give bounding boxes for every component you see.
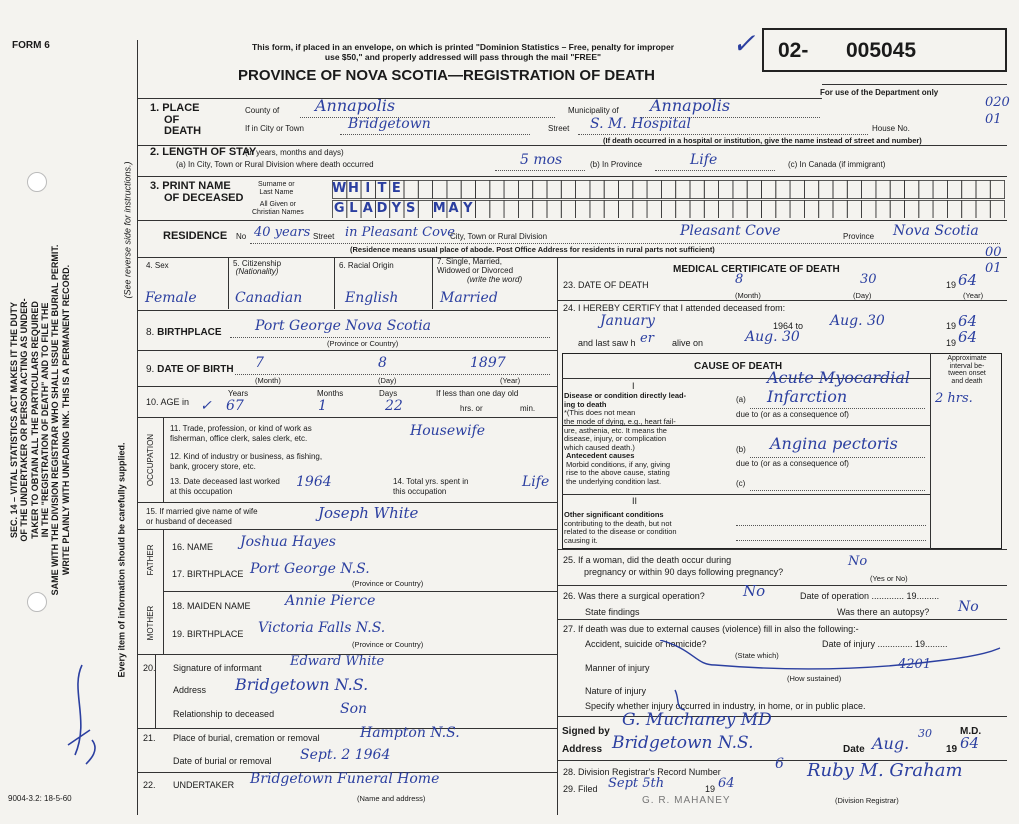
- name-grid-cell: [790, 181, 804, 199]
- name-grid-cell: [404, 181, 418, 199]
- street-value: S. M. Hospital: [590, 116, 691, 132]
- name-letter: A: [362, 201, 373, 216]
- cause-b-value: Angina pectoris: [770, 434, 898, 453]
- residence-street-label: Street: [313, 232, 335, 241]
- name-grid-cell: [862, 201, 876, 219]
- undertaker-no: 22.: [143, 780, 156, 790]
- name-letter: E: [391, 181, 401, 196]
- residence-label: RESIDENCE: [163, 230, 228, 242]
- surgical-operation-value: No: [743, 582, 766, 600]
- month-sub: (Month): [255, 376, 281, 385]
- autopsy-value: No: [958, 599, 979, 615]
- name-grid-cell: [919, 201, 933, 219]
- death-year-prefix: 19: [946, 280, 957, 290]
- name-letter: S: [405, 201, 416, 216]
- accident-label: Accident, suicide or homicide?: [585, 639, 707, 649]
- informant-no: 20.: [143, 663, 156, 673]
- signed-year-prefix: 19: [946, 744, 958, 755]
- name-grid-cell: [762, 201, 776, 219]
- days-label: Days: [379, 389, 398, 398]
- state-which-sub: (State which): [735, 651, 779, 660]
- name-grid-cell: [776, 201, 790, 219]
- trade-label: 11. Trade, profession, or kind of work as fisherman, office clerk, sales clerk, etc.: [170, 424, 312, 443]
- father-birthplace-label: 17. BIRTHPLACE: [172, 569, 244, 579]
- alive-on-year: 64: [958, 328, 978, 346]
- registrar-stamp: G. R. MAHANEY: [642, 795, 731, 806]
- last-saw-by: er: [640, 331, 654, 346]
- surgical-operation-label: 26. Was there a surgical operation?: [563, 591, 705, 601]
- city-label: If in City or Town: [245, 124, 304, 133]
- signed-by-label: Signed by: [562, 726, 610, 737]
- physician-address-value: Bridgetown N.S.: [612, 733, 754, 753]
- residence-city-label: City, Town or Rural Division: [450, 232, 548, 241]
- name-grid-cell: [647, 181, 661, 199]
- instructions-note: (See reverse side for instructions.): [122, 161, 133, 299]
- death-month-sub: (Month): [735, 291, 761, 300]
- name-grid-cell: [619, 181, 633, 199]
- name-grid-cell: [747, 201, 761, 219]
- name-grid-cell: [833, 181, 847, 199]
- filed-year-prefix: 19: [705, 784, 716, 794]
- mother-maiden-label: 18. MAIDEN NAME: [172, 601, 251, 611]
- residence-note: (Residence means usual place of abode. Post Office Address for residents in rural parts not sufficient): [350, 245, 715, 254]
- pregnancy-label: 25. If a woman, did the death occur during pregnancy or within 90 days following pregnancy?: [563, 555, 784, 577]
- cause-a-value2: Infarction: [767, 387, 848, 406]
- death-year: 64: [958, 271, 978, 289]
- municipality-label: Municipality of: [568, 106, 619, 115]
- alive-on-prefix: 19: [946, 338, 957, 348]
- state-findings-label: State findings: [585, 607, 640, 617]
- age-label: 10. AGE in: [146, 397, 190, 407]
- name-grid-cell: [561, 201, 575, 219]
- residence-street-value: in Pleasant Cove: [345, 225, 455, 240]
- informant-label: Signature of informant: [173, 663, 262, 673]
- residence-code-2: 01: [985, 261, 1002, 276]
- name-grid-cell: [905, 181, 919, 199]
- part-one-label: I: [632, 381, 635, 391]
- registrar-signature: Ruby M. Graham: [807, 760, 963, 781]
- name-letter: M: [432, 201, 446, 216]
- informant-value: Edward White: [290, 654, 385, 669]
- marital-label: 7. Single, Married, Widowed or Divorced (write the word): [437, 257, 523, 284]
- occupation-side-label: OCCUPATION: [146, 433, 155, 487]
- name-grid-cell: [804, 181, 818, 199]
- print-code: 9004-3.2: 18-5-60: [8, 794, 72, 803]
- form-title: PROVINCE OF NOVA SCOTIA—REGISTRATION OF DEATH: [238, 67, 655, 84]
- citizenship-value: Canadian: [235, 290, 303, 306]
- medical-certificate-title: MEDICAL CERTIFICATE OF DEATH: [673, 264, 840, 275]
- cause-a-label: (a): [736, 395, 746, 404]
- mother-maiden-value: Annie Pierce: [285, 593, 376, 609]
- dob-month: 7: [255, 355, 264, 371]
- name-grid-cell: [905, 201, 919, 219]
- length-of-stay-label: 2. LENGTH OF STAY: [150, 146, 257, 158]
- date-of-death-label: 23. DATE OF DEATH: [563, 280, 649, 290]
- total-years-label: 14. Total yrs. spent in this occupation: [393, 477, 469, 496]
- burial-place-value: Hampton N.S.: [360, 725, 460, 741]
- marital-value: Married: [440, 290, 498, 306]
- name-grid-cell: [747, 181, 761, 199]
- name-grid-cell: [476, 181, 490, 199]
- name-grid-cell: [776, 181, 790, 199]
- name-letter: Y: [463, 201, 473, 216]
- name-letter: I: [365, 181, 371, 196]
- city-value: Bridgetown: [348, 116, 431, 132]
- name-letter: D: [376, 201, 388, 216]
- name-grid-cell: [976, 201, 990, 219]
- name-grid-cell: [633, 201, 647, 219]
- last-saw-label: and last saw h: [578, 338, 636, 348]
- name-letter: Y: [391, 201, 402, 216]
- citizenship-label: 5. Citizenship (Nationality): [233, 259, 282, 276]
- mother-birthplace-value: Victoria Falls N.S.: [258, 620, 386, 636]
- registration-number-box: [762, 28, 1007, 72]
- name-grid-cell: [533, 201, 547, 219]
- municipality-value: Annapolis: [650, 96, 731, 115]
- relationship-value: Son: [340, 701, 368, 717]
- residence-province-value: Nova Scotia: [893, 223, 979, 239]
- manner-of-injury-label: Manner of injury: [585, 663, 650, 673]
- name-grid-cell: [504, 201, 518, 219]
- dept-code-2: 01: [985, 112, 1002, 127]
- name-grid-cell: [490, 181, 504, 199]
- county-label: County of: [245, 106, 280, 115]
- registration-prefix: 02-: [778, 39, 809, 62]
- undertaker-label: UNDERTAKER: [173, 780, 235, 790]
- death-day-sub: (Day): [853, 291, 872, 300]
- cause-b-label: (b): [736, 445, 746, 454]
- attended-to: Aug. 30: [830, 313, 885, 329]
- name-grid-cell: [604, 181, 618, 199]
- due-to-a: due to (or as a consequence of): [736, 410, 849, 419]
- hospital-note: (If death occurred in a hospital or institution, give the name instead of street and number): [603, 136, 922, 145]
- name-grid-cell: [919, 181, 933, 199]
- code-value: 4201: [898, 657, 932, 672]
- spouse-label: 15. If married give name of wife or husband of deceased: [146, 507, 258, 526]
- cause-title: CAUSE OF DEATH: [694, 361, 783, 372]
- other-conditions-label: Other significant conditions contributing to the death, but not related to the disease or condition causing it.: [564, 510, 677, 545]
- mother-province-sub: (Province or Country): [352, 640, 424, 649]
- dept-code-1: 020: [985, 95, 1010, 110]
- name-grid-cell: [690, 201, 704, 219]
- informant-address-value: Bridgetown N.S.: [235, 675, 369, 694]
- attended-to-prefix: 19: [946, 321, 957, 331]
- name-grid-cell: [847, 201, 861, 219]
- undertaker-value: Bridgetown Funeral Home: [250, 771, 440, 787]
- mother-birthplace-label: 19. BIRTHPLACE: [172, 629, 244, 639]
- mother-side-label: MOTHER: [146, 605, 155, 641]
- name-grid-cell: [947, 201, 961, 219]
- stay-a-value: 5 mos: [520, 152, 563, 168]
- name-grid-cell: [947, 181, 961, 199]
- print-name-label: 3. PRINT NAME OF DECEASED: [150, 180, 244, 204]
- death-day: 30: [860, 272, 877, 287]
- name-grid-cell: [518, 181, 532, 199]
- direct-cause-label: Disease or condition directly lead- ing to death *(This does not mean the mode of dying, e.g., heart fail- ure, asthenia, etc. It means the disease, injury, or complication which caused death.): [564, 391, 687, 452]
- physician-address-label: Address: [562, 744, 603, 755]
- residence-code-1: 00: [985, 245, 1002, 260]
- burial-date-value: Sept. 2 1964: [300, 747, 391, 763]
- name-grid-cell: [762, 181, 776, 199]
- due-to-b: due to (or as a consequence of): [736, 459, 849, 468]
- name-grid-cell: [461, 181, 475, 199]
- name-grid-cell: [819, 201, 833, 219]
- residence-province-label: Province: [843, 232, 875, 241]
- racial-origin-label: 6. Racial Origin: [339, 261, 394, 270]
- father-name-label: 16. NAME: [172, 542, 214, 552]
- name-grid-cell: [847, 181, 861, 199]
- name-grid-cell: [962, 201, 976, 219]
- name-grid-cell: [433, 181, 447, 199]
- racial-origin-value: English: [345, 290, 399, 306]
- relationship-label: Relationship to deceased: [173, 709, 275, 719]
- residence-city-value: Pleasant Cove: [680, 223, 781, 239]
- name-letter: H: [348, 181, 359, 196]
- name-grid-cell: [862, 181, 876, 199]
- burial-date-label: Date of burial or removal: [173, 756, 272, 766]
- operation-date-label: Date of operation ............. 19.........: [800, 591, 940, 601]
- care-note: Every item of information should be carefully supplied.: [116, 442, 127, 678]
- name-grid-cell: [704, 201, 718, 219]
- autopsy-label: Was there an autopsy?: [837, 607, 930, 617]
- undertaker-sub: (Name and address): [357, 794, 426, 803]
- name-grid-cell: [418, 181, 432, 199]
- margin-scribble: [60, 660, 110, 770]
- name-grid-cell: [633, 181, 647, 199]
- length-of-stay-sub: (in years, months and days): [245, 148, 344, 157]
- pregnancy-value: No: [848, 554, 868, 569]
- burial-place-label: Place of burial, cremation or removal: [173, 733, 320, 743]
- father-province-sub: (Province or Country): [352, 579, 424, 588]
- name-grid-cell: [990, 181, 1004, 199]
- age-days: 22: [385, 398, 403, 414]
- registrar-number-value: 6: [775, 756, 784, 772]
- name-grid-cell: [647, 201, 661, 219]
- total-years-value: Life: [522, 474, 550, 490]
- name-grid-cell: [676, 201, 690, 219]
- residence-no-value: 40 years: [254, 225, 311, 240]
- dob-label: 9. DATE OF BIRTH: [146, 364, 234, 375]
- name-grid-cell: [790, 201, 804, 219]
- months-label: Months: [317, 389, 344, 398]
- street-label: Street: [548, 124, 570, 133]
- interval-a-value: 2 hrs.: [935, 391, 973, 406]
- stay-a-label: (a) In City, Town or Rural Division where death occurred: [176, 160, 374, 169]
- stay-b-label: (b) In Province: [590, 160, 643, 169]
- name-letter: G: [333, 201, 345, 216]
- name-grid-cell: [476, 201, 490, 219]
- name-letter: A: [448, 201, 459, 216]
- filed-label: 29. Filed: [563, 784, 598, 794]
- form-number: FORM 6: [12, 40, 50, 51]
- name-grid-cell: [661, 181, 675, 199]
- signed-year: 64: [960, 734, 980, 752]
- external-causes-label: 27. If death was due to external causes (violence) fill in also the following:-: [563, 624, 859, 634]
- last-worked-value: 1964: [296, 474, 332, 490]
- name-grid-cell: [933, 201, 947, 219]
- stay-b-value: Life: [690, 152, 718, 168]
- name-grid-cell: [518, 201, 532, 219]
- industry-label: 12. Kind of industry or business, as fishing, bank, grocery store, etc.: [170, 452, 323, 471]
- less-than-day-label: If less than one day old: [436, 389, 519, 398]
- birthplace-value: Port George Nova Scotia: [255, 318, 432, 334]
- name-grid-cell: [676, 181, 690, 199]
- check-mark: ✓: [732, 27, 756, 60]
- cause-c-label: (c): [736, 479, 746, 488]
- name-grid-cell: [819, 181, 833, 199]
- cause-a-value1: Acute Myocardial: [767, 368, 911, 387]
- name-grid-cell: [561, 181, 575, 199]
- dob-year: 1897: [470, 355, 506, 371]
- name-grid-cell: [704, 181, 718, 199]
- attended-from: January: [600, 313, 655, 329]
- registration-number: 005045: [846, 39, 917, 62]
- name-letter: L: [349, 201, 358, 216]
- birthplace-label: 8. BIRTHPLACE: [146, 327, 222, 338]
- attended-from-year: 1964 to: [773, 321, 804, 331]
- name-grid-cell: [619, 201, 633, 219]
- death-year-sub: (Year): [963, 291, 984, 300]
- name-grid-cell: [576, 181, 590, 199]
- death-month: 8: [735, 272, 744, 287]
- part-two-label: II: [632, 496, 638, 506]
- attended-label: 24. I HEREBY CERTIFY that I attended deceased from:: [563, 303, 786, 313]
- interval-label: Approximate interval be- tween onset and death: [947, 355, 987, 386]
- name-grid-cell: [604, 201, 618, 219]
- informant-address-label: Address: [173, 685, 207, 695]
- name-grid-cell: [876, 201, 890, 219]
- father-side-label: FATHER: [146, 544, 155, 576]
- age-years: 67: [226, 398, 244, 414]
- house-no-label: House No.: [872, 124, 910, 133]
- name-grid-cell: [576, 201, 590, 219]
- given-names-label: All Given or Christian Names: [252, 201, 304, 216]
- province-sub: (Province or Country): [327, 339, 399, 348]
- name-grid-cell: [547, 201, 561, 219]
- name-grid-cell: [719, 181, 733, 199]
- name-grid-cell: [962, 181, 976, 199]
- mailing-notice: This form, if placed in an envelope, on which is printed "Dominion Statistics – Free, penalty for improper use $50," and properly addressed will pass through the mail "FREE": [251, 42, 675, 63]
- name-grid-cell: [804, 201, 818, 219]
- injury-date-label: Date of injury .............. 19.........: [822, 639, 948, 649]
- sex-value: Female: [145, 290, 197, 306]
- signed-date-label: Date: [843, 744, 865, 755]
- strike-through-line: [655, 640, 1005, 720]
- name-grid-cell: [933, 181, 947, 199]
- stay-c-label: (c) In Canada (if immigrant): [788, 160, 886, 169]
- name-grid-cell: [661, 201, 675, 219]
- burial-no: 21.: [143, 733, 156, 743]
- years-label: Years: [228, 389, 249, 398]
- pregnancy-yes-no: (Yes or No): [870, 574, 908, 583]
- alive-on-date: Aug. 30: [745, 329, 800, 345]
- name-letter: T: [377, 181, 387, 196]
- name-grid-cell: [890, 181, 904, 199]
- division-registrar-sub: (Division Registrar): [835, 796, 899, 805]
- dept-use-label: For use of the Department only: [820, 88, 939, 97]
- registrar-number-label: 28. Division Registrar's Record Number: [563, 767, 721, 777]
- md-label: M.D.: [960, 726, 982, 737]
- attended-to-year: 64: [958, 312, 978, 330]
- name-grid-cell: [490, 201, 504, 219]
- name-grid-cell: [833, 201, 847, 219]
- name-grid-cell: [418, 201, 432, 219]
- year-sub: (Year): [500, 376, 521, 385]
- name-grid-cell: [733, 181, 747, 199]
- father-birthplace-value: Port George N.S.: [250, 561, 370, 577]
- name-grid-cell: [976, 181, 990, 199]
- dob-day: 8: [378, 355, 387, 371]
- age-months: 1: [318, 398, 327, 414]
- age-tick: ✓: [200, 398, 212, 414]
- name-grid-cell: [547, 181, 561, 199]
- nature-of-injury-label: Nature of injury: [585, 686, 647, 696]
- signed-by-value: G. Muchaney MD: [622, 710, 772, 730]
- name-grid-cell: [719, 201, 733, 219]
- signed-date-value: Aug.: [872, 734, 910, 753]
- residence-no-label: No: [236, 232, 247, 241]
- statutory-notice: SEC. 14 – VITAL STATISTICS ACT MAKES IT THE DUTY OF THE UNDERTAKER OR PERSON ACTING AS UNDER- TAKER TO OBTAIN ALL THE PARTICULARS REQUIRED IN THE "REGISTRATION OF DEATH" AND TO FILE THE SAME WITH THE DIVISION REGISTRAR WHO SHALL ISSUE THE BURIAL PERMIT. WRITE PLAINLY WITH UNFADING INK. THIS IS A PERMANENT RECORD.: [8, 244, 71, 596]
- place-of-death-label: 1. PLACE OF DEATH: [150, 102, 202, 138]
- specify-injury-label: Specify whether injury occurred in industry, in home, or in public place.: [585, 701, 866, 711]
- father-name-value: Joshua Hayes: [240, 534, 336, 550]
- name-letter: W: [332, 181, 347, 196]
- hrs-label: hrs. or: [460, 404, 483, 413]
- last-worked-label: 13. Date deceased last worked at this occupation: [170, 477, 280, 496]
- name-grid-cell: [876, 181, 890, 199]
- trade-value: Housewife: [410, 423, 486, 439]
- name-grid-cell: [533, 181, 547, 199]
- min-label: min.: [520, 404, 536, 413]
- name-grid-cell: [590, 201, 604, 219]
- name-grid-cell: [447, 181, 461, 199]
- antecedent-label: Antecedent causes Morbid conditions, if any, giving rise to the above cause, stating the underlying condition last.: [566, 451, 671, 486]
- name-grid-cell: [690, 181, 704, 199]
- filed-value: Sept 5th: [608, 776, 665, 791]
- name-grid-cell: [990, 201, 1004, 219]
- how-sustained-sub: (How sustained): [787, 674, 842, 683]
- name-grid-cell: [733, 201, 747, 219]
- signed-date-day: 30: [918, 727, 932, 740]
- sex-label: 4. Sex: [146, 261, 169, 270]
- name-grid-cell: [504, 181, 518, 199]
- spouse-value: Joseph White: [318, 504, 419, 522]
- day-sub: (Day): [378, 376, 397, 385]
- surname-label: Surname or Last Name: [258, 181, 295, 196]
- alive-on-label: alive on: [672, 338, 704, 348]
- county-value: Annapolis: [315, 96, 396, 115]
- filed-year: 64: [718, 776, 735, 791]
- name-grid-cell: [590, 181, 604, 199]
- name-grid-cell: [890, 201, 904, 219]
